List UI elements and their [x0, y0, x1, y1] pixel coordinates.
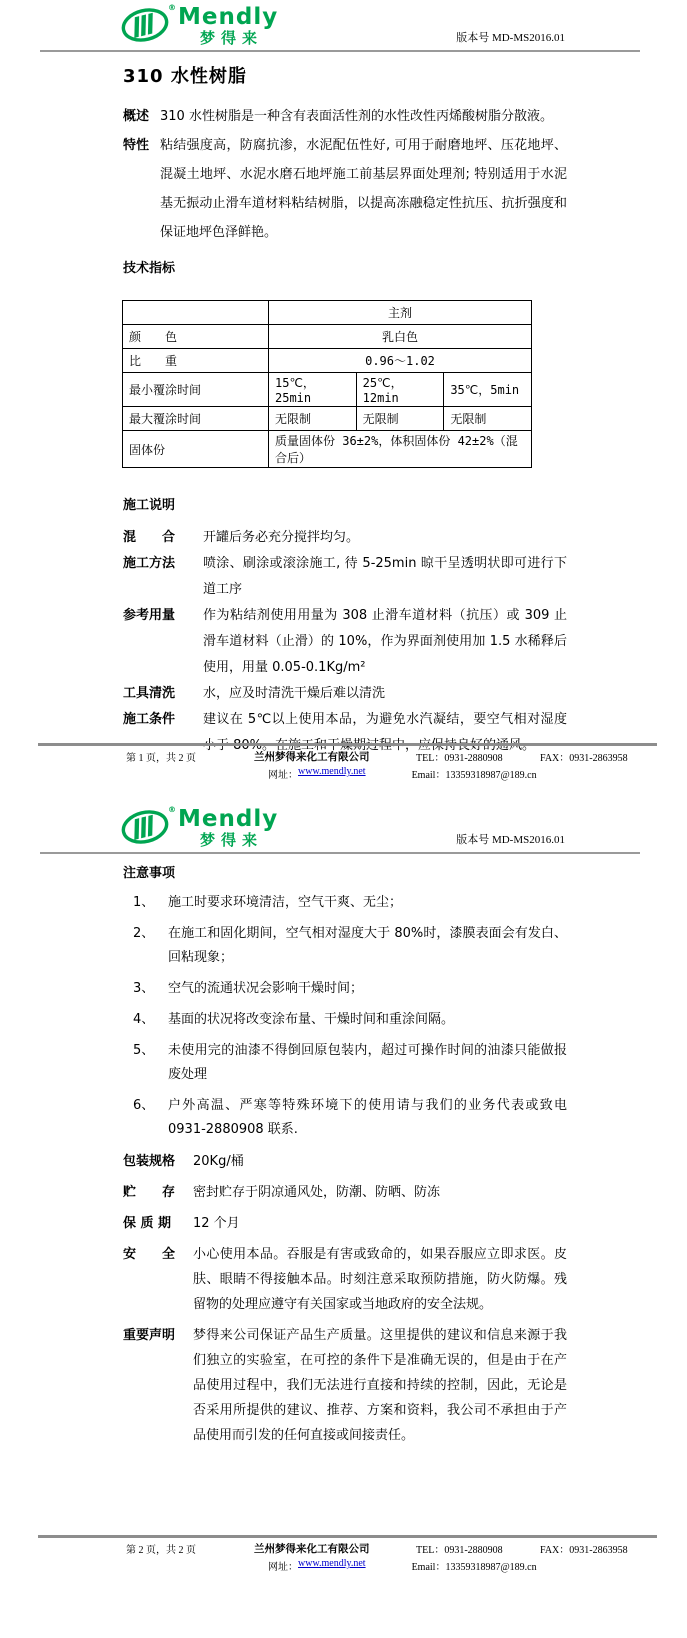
- construction-row: 施工方法 喷涂、刷涂或滚涂施工, 待 5-25min 晾干呈透明状即可进行下道工序: [123, 556, 567, 597]
- construction-row: 混 合 开罐后务必充分搅拌均匀。: [123, 530, 360, 545]
- field-row-packaging: 包装规格 20Kg/桶: [123, 1154, 244, 1169]
- table-row: [123, 301, 532, 325]
- construction-row: 参考用量 作为粘结剂使用用量为 308 止滑车道材料（抗压）或 309 止滑车道材料（止滑）的 10%，作为界面剂使用加 1.5 水稀释后使用，用量 0.05-0.1Kg/m²: [123, 608, 567, 675]
- page-header: [0, 0, 687, 50]
- page-title: 310 水性树脂: [123, 66, 247, 87]
- field-row-disclaimer: 重要声明 梦得来公司保证产品生产质量。这里提供的建议和信息来源于我们独立的实验室，在可控的条件下是准确无误的，但是由于在产品使用过程中，我们无法进行直接和持续的控制，因此，无论是否采用所提供的建议、推荐、方案和资料，我公司不承担由于产品使用而引发的任何直接或间接责任。: [123, 1328, 567, 1443]
- table-row: 颜 色 乳白色: [123, 325, 532, 349]
- fax-label: FAX：0931-2863958: [540, 1545, 628, 1556]
- page-2: [0, 805, 687, 1638]
- mendly-logo-icon: [120, 3, 176, 44]
- website-label: 网址：: [268, 770, 298, 781]
- header-rule: [40, 50, 640, 52]
- page-1: [0, 0, 687, 808]
- note-item: 1、 施工时要求环境清洁，空气干爽、无尘；: [133, 895, 403, 910]
- brand-name-cn: 梦得来: [200, 29, 264, 47]
- email-label: Email：13359318987@189.cn: [411, 770, 537, 781]
- table-row: 比 重 0.96～1.02: [123, 349, 532, 373]
- page-footer: [0, 743, 687, 781]
- version-label: 版本号 MD-MS2016.01: [456, 32, 565, 44]
- features-text: 粘结强度高，防腐抗渗，水泥配伍性好, 可用于耐磨地坪、压花地坪、混凝土地坪、水泥水磨石地坪施工前基层界面处理剂; 特别适用于水泥基无振动止滑车道材料粘结树脂，以提高冻融稳定性抗压、抗折强度和保证地坪色泽鲜艳。: [160, 138, 567, 240]
- brand-name: Mendly: [178, 806, 279, 832]
- construction-row: 工具清洗 水，应及时清洗干燥后难以清洗: [123, 686, 386, 701]
- tel-label: TEL：0931-2880908: [416, 753, 503, 764]
- website-link[interactable]: www.mendly.net: [298, 1558, 366, 1569]
- notes-title: 注意事项: [123, 866, 176, 881]
- note-item: 2、 在施工和固化期间，空气相对湿度大于 80%时，漆膜表面会有发白、回粘现象；: [133, 926, 567, 965]
- registered-mark: ®: [168, 3, 176, 12]
- field-row-shelf-life: 保 质 期 12 个月: [123, 1216, 240, 1231]
- construction-row: 施工条件 建议在 5℃以上使用本品，为避免水汽凝结，要空气相对湿度小于 80%。在施工和干燥期过程中，应保持良好的通风。: [123, 712, 567, 753]
- version-label: 版本号 MD-MS2016.01: [456, 834, 565, 846]
- website-link[interactable]: www.mendly.net: [298, 766, 366, 777]
- tech-indicators-title: 技术指标: [123, 261, 176, 276]
- page-header: [0, 805, 687, 852]
- note-item: 5、 未使用完的油漆不得倒回原包装内，超过可操作时间的油漆只能做报废处理: [133, 1043, 567, 1082]
- header-rule: [40, 852, 640, 854]
- field-row-safety: 安 全 小心使用本品。吞服是有害或致命的，如果吞服应立即求医。皮肤、眼睛不得接触本品。时刻注意采取预防措施，防火防爆。残留物的处理应遵守有关国家或当地政府的安全法规。: [123, 1247, 567, 1312]
- table-row: 固体份 质量固体份 36±2%，体积固体份 42±2%（混合后）: [123, 431, 532, 468]
- spec-table: [122, 300, 532, 468]
- page-footer: [0, 1535, 687, 1573]
- note-item: 6、 户外高温、严寒等特殊环境下的使用请与我们的业务代表或致电 0931-2880908 联系.: [133, 1098, 567, 1137]
- tel-label: TEL：0931-2880908: [416, 1545, 503, 1556]
- table-row: 最大覆涂时间 无限制 无限制 无限制: [123, 407, 532, 431]
- mendly-logo: [120, 805, 279, 849]
- overview-label: 概述: [123, 109, 150, 124]
- company-name: 兰州梦得来化工有限公司: [254, 751, 370, 763]
- page-number-label: 第 2 页，共 2 页: [126, 1545, 196, 1556]
- company-name: 兰州梦得来化工有限公司: [254, 1543, 370, 1555]
- footer-rule: [38, 1535, 657, 1538]
- mendly-logo-icon: [120, 805, 176, 846]
- note-item: 4、 基面的状况将改变涂布量、干燥时间和重涂间隔。: [133, 1012, 455, 1027]
- overview-text: 310 水性树脂是一种含有表面活性剂的水性改性丙烯酸树脂分散液。: [160, 109, 553, 124]
- note-item: 3、 空气的流通状况会影响干燥时间；: [133, 981, 364, 996]
- fax-label: FAX：0931-2863958: [540, 753, 628, 764]
- brand-name: Mendly: [178, 4, 279, 30]
- website-label: 网址：: [268, 1562, 298, 1573]
- page-number-label: 第 1 页，共 2 页: [126, 753, 196, 764]
- features-section: [123, 131, 567, 247]
- table-header-value: 主剂: [269, 301, 532, 325]
- registered-mark: ®: [168, 805, 176, 814]
- overview-section: [123, 102, 567, 131]
- field-row-storage: 贮 存 密封贮存于阴凉通风处，防潮、防晒、防冻: [123, 1185, 441, 1200]
- features-label: 特性: [123, 138, 150, 153]
- table-row: 最小覆涂时间 15℃，25min 25℃，12min 35℃，5min: [123, 373, 532, 407]
- footer-rule: [38, 743, 657, 746]
- construction-title: 施工说明: [123, 498, 176, 513]
- brand-name-cn: 梦得来: [200, 831, 264, 849]
- email-label: Email：13359318987@189.cn: [411, 1562, 537, 1573]
- mendly-logo: [120, 3, 279, 47]
